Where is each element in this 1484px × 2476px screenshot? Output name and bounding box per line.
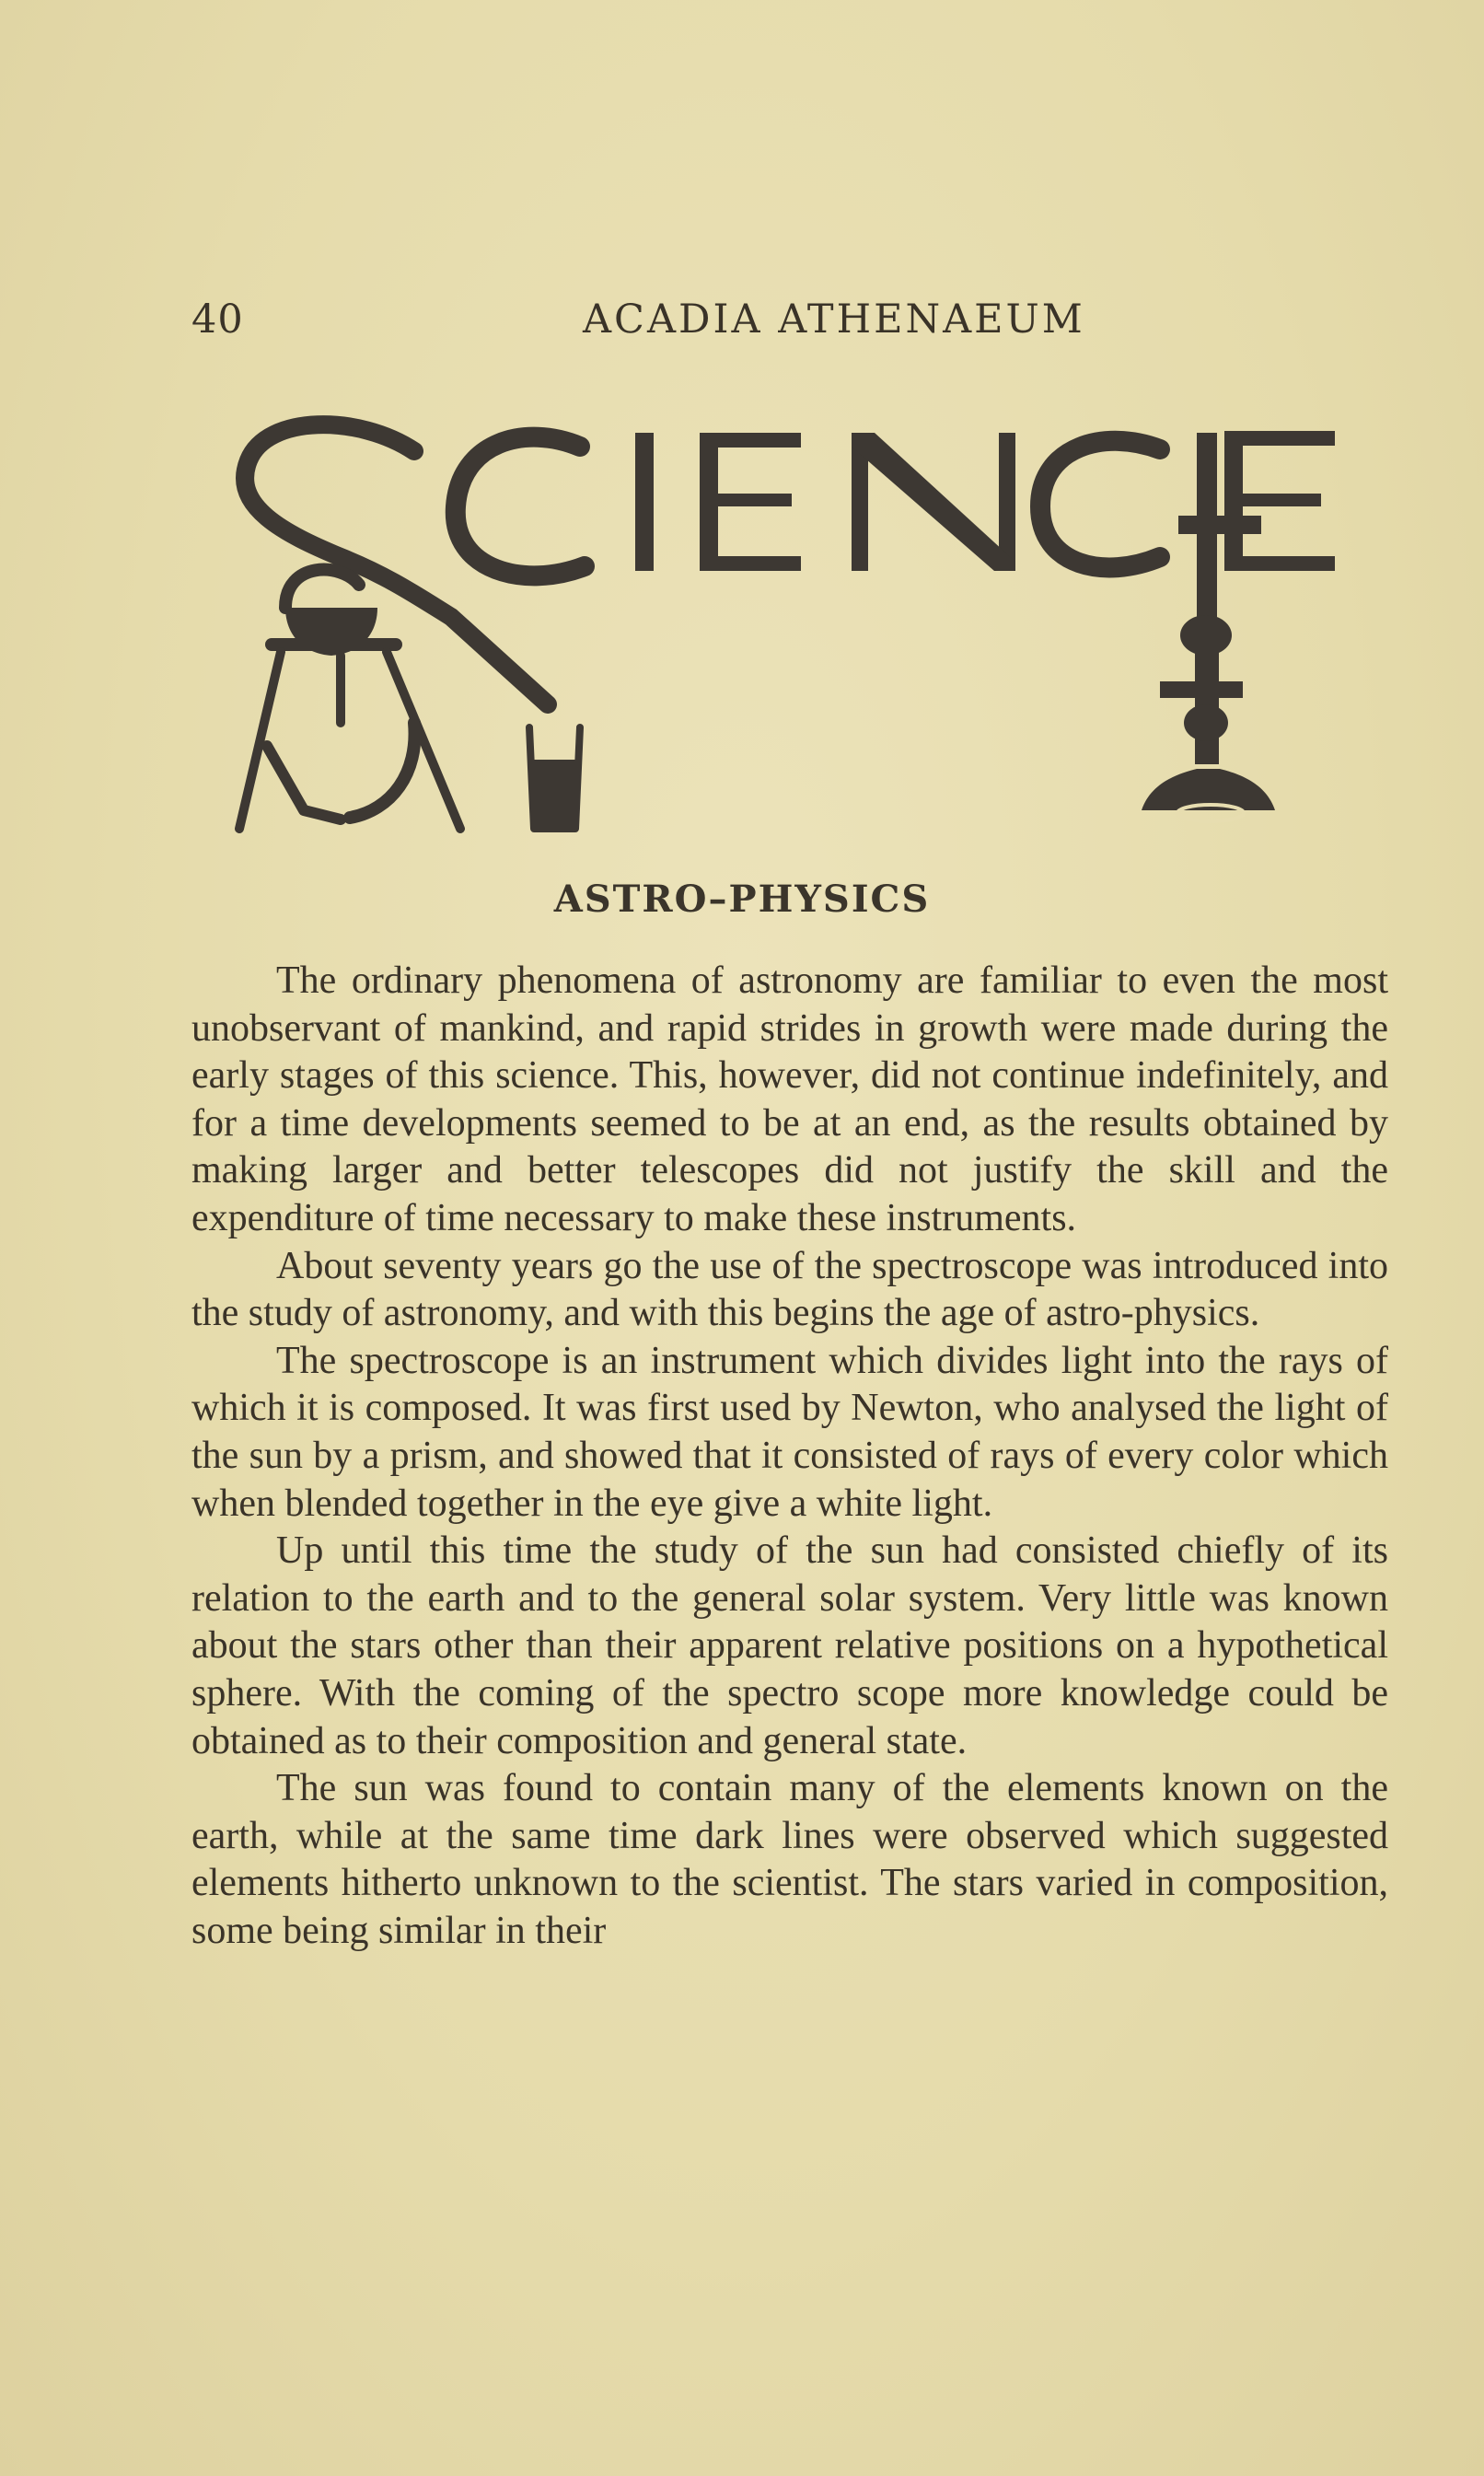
paragraph: Up until this time the study of the sun had consisted chiefly of its relation to the earth and to the general solar system. Very little was known about the stars other than their apparent relative positions on a hypothetical sphere. With the coming of the spectro scope more knowledge could be obtained as to their composition and general state. bbox=[191, 1529, 1388, 1762]
letter-n-shape bbox=[852, 433, 1015, 571]
letter-i-shape bbox=[635, 433, 654, 571]
journal-title: ACADIA ATHENAEUM bbox=[583, 296, 1085, 343]
letter-c-shape bbox=[456, 437, 585, 576]
paragraph: About seventy years go the use of the spectroscope was introduced into the study of astronomy, and with this begins the age of astro-physics. bbox=[191, 1244, 1388, 1335]
letter-e2-shape bbox=[1224, 431, 1335, 571]
microscope-icon bbox=[1142, 433, 1275, 810]
beaker-icon bbox=[529, 727, 580, 829]
paragraph: The sun was found to contain many of the elements known on the earth, while at the same time dark lines were observed which suggested elements hitherto unknown to the scientist. The stars varied in composition, some being similar in their bbox=[191, 1767, 1388, 1952]
article-body bbox=[191, 958, 1388, 1955]
paragraph: The spectroscope is an instrument which divides light into the rays of which it is composed. It was first used by Newton, who analysed the light of the sun by a prism, and showed that it consisted of rays of every color which when blended together in the eye give a white light. bbox=[191, 1339, 1388, 1525]
running-head bbox=[191, 296, 1388, 352]
paragraph: The ordinary phenomena of astronomy are familiar to even the most unobservant of mankind, and rapid strides in growth were made during the early stages of this science. This, however, did not continue indefinitely, and for a time developments seemed to be at an end, as the results obtained by making larger and better telescopes did not justify the skill and the expenditure of time necessary to make these instruments. bbox=[191, 959, 1388, 1239]
letter-e-shape bbox=[700, 433, 801, 571]
letter-c2-shape bbox=[1040, 441, 1160, 568]
science-banner bbox=[230, 405, 1362, 847]
page-number: 40 bbox=[191, 296, 244, 343]
science-banner-illustration bbox=[230, 405, 1362, 847]
section-heading: ASTRO–PHYSICS bbox=[553, 878, 931, 921]
